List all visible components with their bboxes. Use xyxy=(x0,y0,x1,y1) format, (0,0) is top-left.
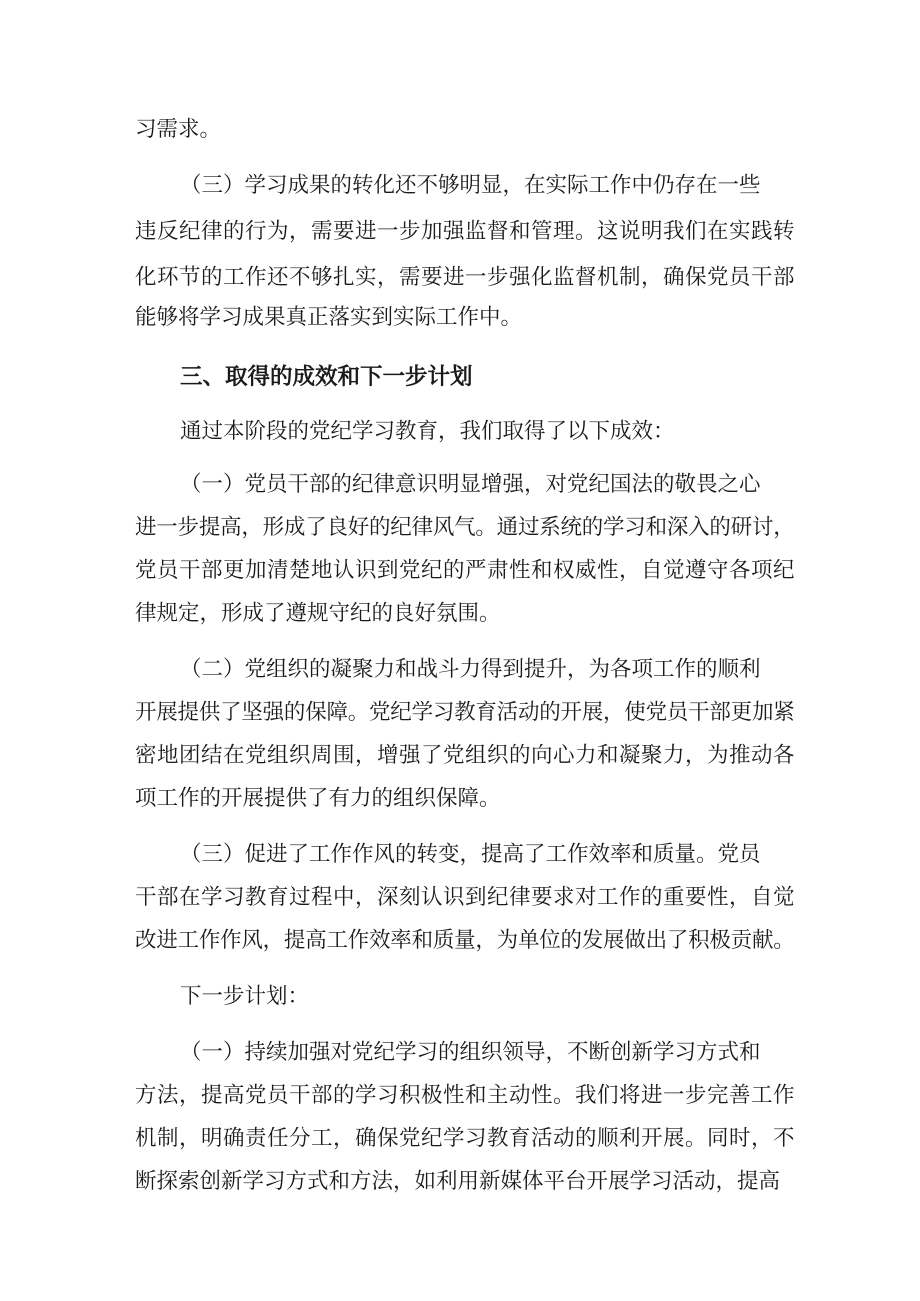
paragraph-line: 项工作的开展提供了有力的组织保障。 xyxy=(135,786,501,811)
paragraph-line: 密地团结在党组织周围，增强了党组织的向心力和凝聚力，为推动各 xyxy=(135,743,796,768)
paragraph-line: 方法，提高党员干部的学习积极性和主动性。我们将进一步完善工作 xyxy=(135,1083,796,1108)
paragraph-line: 习需求。 xyxy=(135,117,222,142)
section-heading: 三、取得的成效和下一步计划 xyxy=(180,364,473,390)
paragraph-line: 化环节的工作还不够扎实，需要进一步强化监督机制，确保党员干部 xyxy=(135,265,796,290)
paragraph-line: （一）党员干部的纪律意识明显增强，对党纪国法的敬畏之心 xyxy=(180,472,761,497)
paragraph-line: 进一步提高，形成了良好的纪律风气。通过系统的学习和深入的研讨， xyxy=(135,515,795,540)
paragraph-line: 党员干部更加清楚地认识到党纪的严肃性和权威性，自觉遵守各项纪 xyxy=(135,558,796,583)
paragraph-line: （二）党组织的凝聚力和战斗力得到提升，为各项工作的顺利 xyxy=(180,657,761,682)
paragraph-line: （三）促进了工作作风的转变，提高了工作效率和质量。党员 xyxy=(180,842,761,867)
paragraph-line: 改进工作作风，提高工作效率和质量，为单位的发展做出了积极贡献。 xyxy=(135,928,795,953)
paragraph-line: 干部在学习教育过程中，深刻认识到纪律要求对工作的重要性，自觉 xyxy=(135,885,796,910)
paragraph-line: 律规定，形成了遵规守纪的良好氛围。 xyxy=(135,601,501,626)
paragraph-line: 通过本阶段的党纪学习教育，我们取得了以下成效： xyxy=(180,419,675,444)
paragraph-line: （一）持续加强对党纪学习的组织领导，不断创新学习方式和 xyxy=(180,1040,761,1065)
paragraph-line: 违反纪律的行为，需要进一步加强监督和管理。这说明我们在实践转 xyxy=(135,219,796,244)
paragraph-line: 断探索创新学习方式和方法，如利用新媒体平台开展学习活动，提高 xyxy=(135,1169,781,1194)
paragraph-line: （三）学习成果的转化还不够明显，在实际工作中仍存在一些 xyxy=(180,173,761,198)
paragraph-line: 机制，明确责任分工，确保党纪学习教育活动的顺利开展。同时，不 xyxy=(135,1126,796,1151)
paragraph-line: 下一步计划： xyxy=(180,984,310,1009)
paragraph-line: 开展提供了坚强的保障。党纪学习教育活动的开展，使党员干部更加紧 xyxy=(135,700,795,725)
paragraph-line: 能够将学习成果真正落实到实际工作中。 xyxy=(135,305,523,330)
